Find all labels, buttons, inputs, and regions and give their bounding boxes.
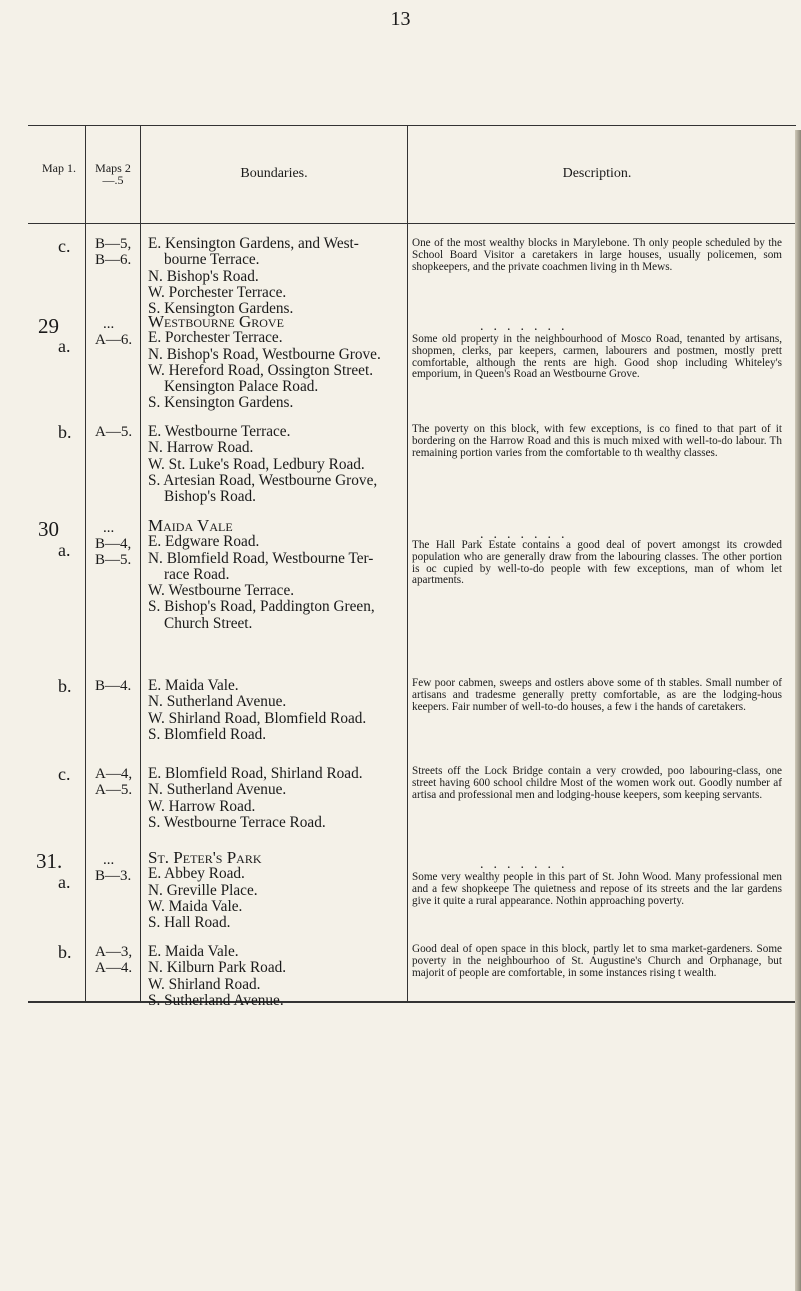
boundary-line: N. Bishop's Road, Westbourne Grove.	[148, 345, 381, 363]
header-maps: Maps 2—.5	[95, 161, 131, 187]
boundaries-block	[148, 850, 262, 931]
boundary-line: N. Kilburn Park Road.	[148, 959, 287, 977]
district-title: Maida Vale	[148, 516, 233, 535]
table-top-rule	[28, 125, 796, 126]
map-number: 29	[38, 314, 59, 338]
boundary-line: S. Kensington Gardens.	[148, 394, 294, 412]
maps-ref-line: A—6.	[95, 332, 133, 348]
boundary-line: E. Abbey Road.	[148, 865, 245, 883]
description-text: The poverty on this block, with few exceptions, is co fined to that part of it bordering on the Harrow Road and this is much mixed with well-to-do labour. Th remaining portion varies from the comfortable to th wealthy classes.	[412, 423, 782, 459]
maps-ref	[95, 424, 132, 440]
map-number: 30	[38, 517, 59, 541]
boundary-line: W. Shirland Road, Blomfield Road.	[148, 709, 367, 727]
maps-ref	[95, 852, 131, 884]
dots-leader: .......	[480, 319, 575, 334]
map-letter: a.	[58, 336, 71, 356]
boundary-line: S. Kensington Gardens.	[148, 300, 294, 318]
maps-ref-line: B—5.	[95, 552, 132, 568]
header-description: Description.	[562, 166, 632, 181]
dots-leader: .......	[480, 527, 575, 542]
description-text: The Hall Park Estate contains a good deal of povert amongst its crowded population who are generally draw from the labouring classes. The other portion is oc cupied by well-to-do people with few exceptions, man of whom let apartments.	[412, 539, 782, 587]
maps-ref-line: B—4.	[95, 678, 132, 694]
boundary-line: S. Artesian Road, Westbourne Grove,	[148, 471, 378, 489]
boundary-line: N. Sutherland Avenue.	[148, 781, 287, 799]
map-letter: a.	[58, 872, 71, 892]
maps-ref	[95, 236, 131, 268]
boundary-line: W. St. Luke's Road, Ledbury Road.	[148, 455, 365, 473]
boundary-line: E. Maida Vale.	[148, 677, 239, 694]
boundary-line: N. Sutherland Avenue.	[148, 693, 287, 711]
boundary-line: N. Harrow Road.	[148, 439, 254, 457]
boundary-line: S. Bishop's Road, Paddington Green,	[148, 598, 375, 616]
maps-ellipsis: ...	[103, 520, 115, 536]
boundary-line: S. Sutherland Avenue.	[148, 991, 284, 1009]
map-letter: b.	[58, 942, 72, 962]
maps-ref	[95, 520, 131, 568]
boundary-line: E. Porchester Terrace.	[148, 329, 283, 347]
header-map: Map 1.	[42, 161, 76, 175]
boundary-line: W. Hereford Road, Ossington Street.	[148, 361, 374, 379]
boundary-line: S. Blomfield Road.	[148, 725, 267, 743]
boundary-line: race Road.	[164, 565, 230, 583]
dots-leader: .......	[480, 857, 575, 872]
maps-ref	[95, 678, 131, 694]
boundary-line: W. Westbourne Terrace.	[148, 582, 295, 600]
page-edge-shadow	[795, 130, 801, 1291]
boundary-line: N. Bishop's Road.	[148, 267, 259, 285]
boundary-line: W. Maida Vale.	[148, 897, 243, 915]
district-title: St. Peter's Park	[148, 848, 262, 867]
maps-ref-line: A—5.	[95, 782, 133, 798]
boundary-line: E. Edgware Road.	[148, 533, 260, 551]
map-letter: b.	[58, 422, 72, 442]
boundary-line: S. Westbourne Terrace Road.	[148, 813, 326, 831]
boundary-line: E. Kensington Gardens, and West-	[148, 235, 359, 252]
map-letter: b.	[58, 676, 72, 696]
maps-ellipsis: ...	[103, 316, 115, 332]
page-number: 13	[390, 8, 411, 30]
boundary-line: W. Porchester Terrace.	[148, 283, 287, 301]
map-letter: c.	[58, 236, 71, 256]
description-text: One of the most wealthy blocks in Marylebone. Th only people scheduled by the School Board Visitor a caretakers in large houses, usually policemen, som shopkeepers, and the private coachmen living in th Mews.	[412, 237, 782, 273]
boundary-line: W. Shirland Road.	[148, 975, 261, 993]
col-divider-1	[85, 125, 86, 1002]
maps-ref	[95, 944, 132, 976]
boundaries-block	[148, 766, 363, 831]
maps-ref-line: A—3,	[95, 944, 133, 960]
maps-ref	[95, 316, 132, 348]
maps-ref-line: B—6.	[95, 252, 132, 268]
description-text: Good deal of open space in this block, partly let to sma market-gardeners. Some poverty in the neighbourhoo of St. Augustine's Church and Orphanage, but majorit of people are comfortable, in some instances rising t wealth.	[412, 943, 782, 979]
boundaries-block	[148, 678, 366, 743]
boundary-line: N. Greville Place.	[148, 881, 258, 899]
description-text: Some old property in the neighbourhood of Mosco Road, tenanted by artisans, shopmen, clerks, par keepers, carmen, labourers and postmen, mostly prett comfortable, although the rents are high. Good shop including Whiteley's emporium, in Queen's Road an Westbourne Grove.	[412, 333, 782, 381]
maps-ref-line: A—4.	[95, 960, 133, 976]
district-title: Westbourne Grove	[148, 312, 284, 331]
boundaries-block	[148, 424, 377, 505]
table-bottom-rule	[28, 1001, 796, 1003]
boundaries-block	[148, 518, 375, 632]
boundary-line: E. Blomfield Road, Shirland Road.	[148, 765, 363, 782]
boundary-line: bourne Terrace.	[164, 251, 260, 269]
maps-ref-line: A—4,	[95, 766, 133, 782]
boundary-line: E. Westbourne Terrace.	[148, 423, 291, 440]
boundary-line: Church Street.	[164, 614, 253, 632]
col-divider-3	[407, 125, 408, 1002]
header-boundaries: Boundaries.	[240, 166, 308, 181]
map-letter: a.	[58, 540, 71, 560]
boundaries-block	[148, 944, 286, 1009]
boundary-line: Kensington Palace Road.	[164, 378, 319, 396]
maps-ref-line: A—5.	[95, 424, 133, 440]
boundary-line: S. Hall Road.	[148, 914, 231, 932]
description-text: Few poor cabmen, sweeps and ostlers above some of th stables. Small number of artisans and tradesme generally pretty comfortable, as are the lodging-hous keepers. Fair number of well-to-do houses, a few i the hands of caretakers.	[412, 677, 782, 713]
maps-ref-line: B—3.	[95, 868, 132, 884]
boundary-line: E. Maida Vale.	[148, 943, 239, 960]
maps-ref	[95, 766, 132, 798]
boundaries-block	[148, 236, 359, 317]
description-text: Some very wealthy people in this part of St. John Wood. Many professional men and a few shopkeepe The quietness and repose of its streets and the lar gardens give it quite a rural appearance. Nothin approaching poverty.	[412, 871, 782, 907]
header-bottom-rule	[28, 223, 796, 224]
map-number: 31.	[36, 849, 63, 873]
maps-ref-line: B—5,	[95, 236, 132, 252]
boundary-line: Bishop's Road.	[164, 488, 256, 506]
description-text: Streets off the Lock Bridge contain a very crowded, poo labouring-class, one street having 600 school childre Most of the women work out. Goodly number af artisa and professional men and lodging-house keepers, som keeping servants.	[412, 765, 782, 801]
col-divider-2	[140, 125, 141, 1002]
boundary-line: N. Blomfield Road, Westbourne Ter-	[148, 549, 374, 567]
boundaries-block	[148, 314, 381, 412]
map-letter: c.	[58, 764, 71, 784]
maps-ellipsis: ...	[103, 852, 115, 868]
boundary-line: W. Harrow Road.	[148, 797, 256, 815]
maps-ref-line: B—4,	[95, 536, 132, 552]
